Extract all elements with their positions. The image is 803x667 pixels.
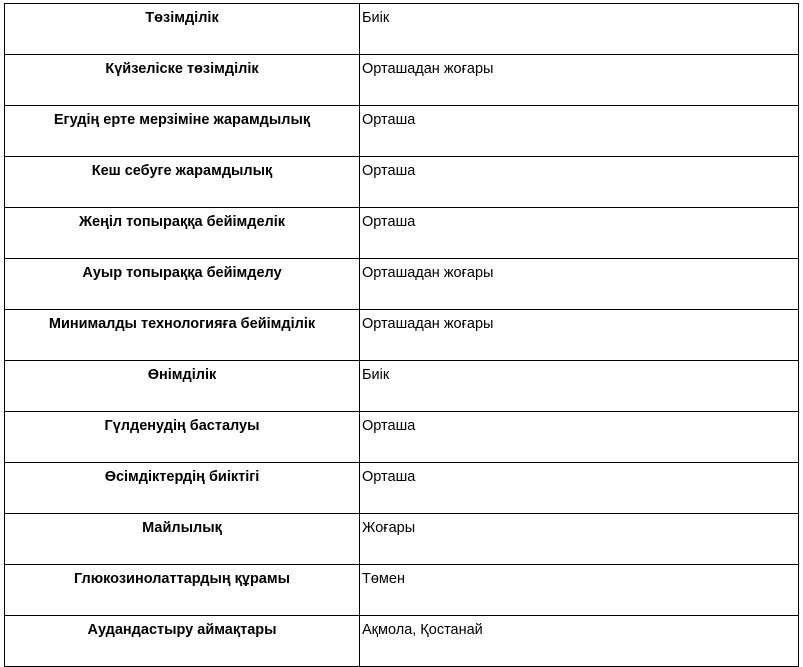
property-cell: Өсімдіктердің биіктігі	[5, 463, 360, 514]
table-row	[5, 157, 799, 208]
properties-table	[4, 3, 799, 667]
table-row	[5, 565, 799, 616]
value-cell: Орташа	[360, 463, 799, 514]
table-row	[5, 616, 799, 667]
value-cell: Орташа	[360, 106, 799, 157]
table-row	[5, 55, 799, 106]
value-cell: Төмен	[360, 565, 799, 616]
table-row	[5, 4, 799, 55]
value-cell: Орташадан жоғары	[360, 310, 799, 361]
value-cell: Ақмола, Қостанай	[360, 616, 799, 667]
property-cell: Глюкозинолаттардың құрамы	[5, 565, 360, 616]
value-cell: Жоғары	[360, 514, 799, 565]
table-body	[5, 4, 799, 667]
property-cell: Кеш себуге жарамдылық	[5, 157, 360, 208]
table-row	[5, 463, 799, 514]
table-row	[5, 259, 799, 310]
table-row	[5, 361, 799, 412]
property-cell: Майлылық	[5, 514, 360, 565]
table-row	[5, 208, 799, 259]
value-cell: Орташа	[360, 208, 799, 259]
property-cell: Гүлденудің басталуы	[5, 412, 360, 463]
value-cell: Орташа	[360, 157, 799, 208]
property-cell: Өнімділік	[5, 361, 360, 412]
table-row	[5, 106, 799, 157]
table-row	[5, 514, 799, 565]
value-cell: Орташадан жоғары	[360, 259, 799, 310]
value-cell: Орташа	[360, 412, 799, 463]
property-cell: Егудің ерте мерзіміне жарамдылық	[5, 106, 360, 157]
table-row	[5, 310, 799, 361]
property-cell: Жеңіл топыраққа бейімделік	[5, 208, 360, 259]
property-cell: Күйзеліске төзімділік	[5, 55, 360, 106]
value-cell: Биік	[360, 4, 799, 55]
table-row	[5, 412, 799, 463]
property-cell: Төзімділік	[5, 4, 360, 55]
property-cell: Аудандастыру аймақтары	[5, 616, 360, 667]
value-cell: Орташадан жоғары	[360, 55, 799, 106]
property-cell: Ауыр топыраққа бейімделу	[5, 259, 360, 310]
value-cell: Биік	[360, 361, 799, 412]
property-cell: Минималды технологияға бейімділік	[5, 310, 360, 361]
